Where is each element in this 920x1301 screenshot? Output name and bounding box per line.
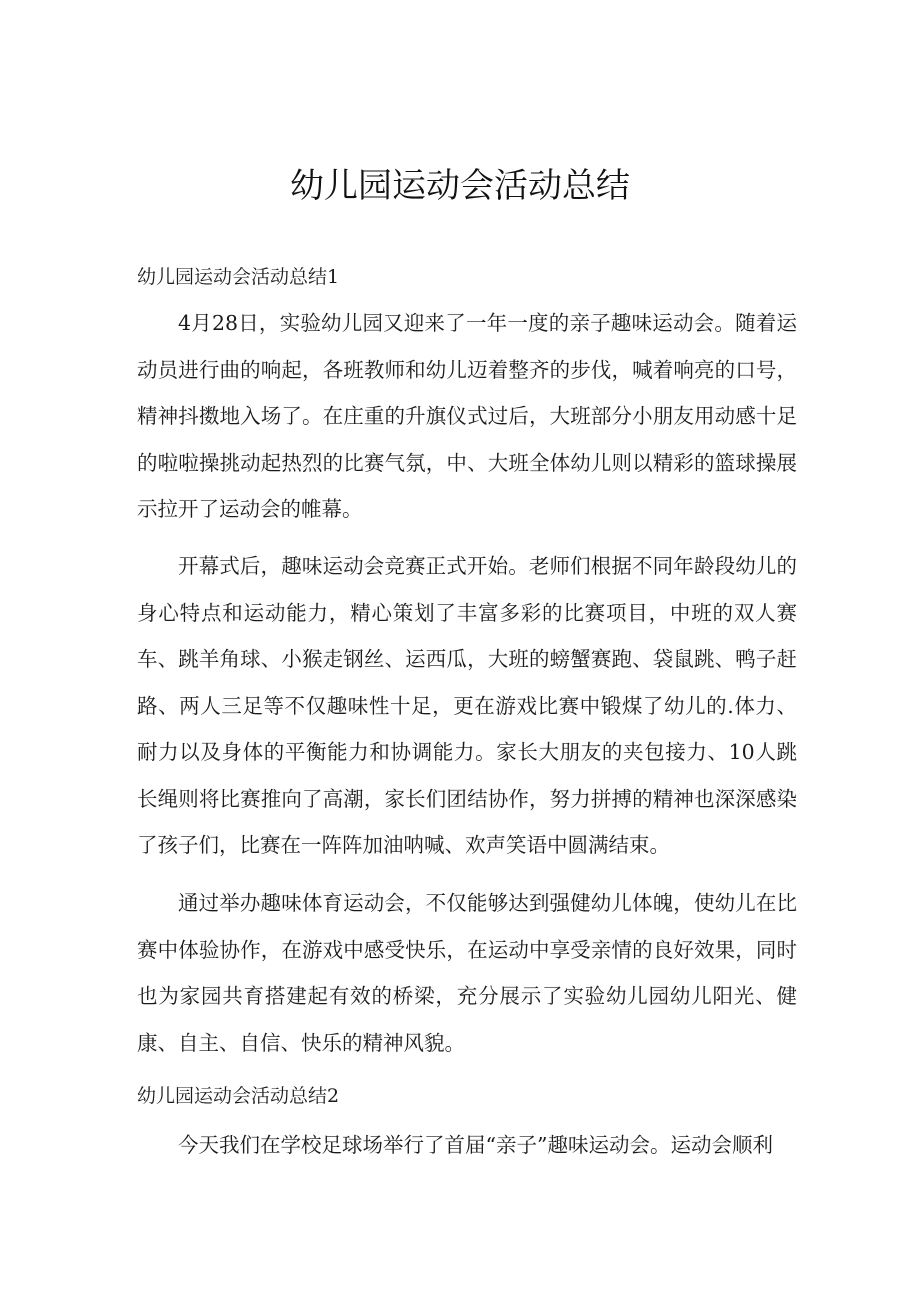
document-title: 幼儿园运动会活动总结: [290, 166, 630, 206]
section-heading: 幼儿园运动会活动总结1: [137, 266, 340, 288]
paragraph: 通过举办趣味体育运动会，不仅能够达到强健幼儿体魄，使幼儿在比赛中体验协作，在游戏中感受快乐，在运动中享受亲情的良好效果，同时也为家园共育搭建起有效的桥梁，充分展示了实验幼儿园幼儿阳光、健康、自主、自信、快乐的精神风貌。: [137, 891, 797, 1055]
paragraph: 开幕式后，趣味运动会竞赛正式开始。老师们根据不同年龄段幼儿的身心特点和运动能力，精心策划了丰富多彩的比赛项目，中班的双人赛车、跳羊角球、小猴走钢丝、运西瓜，大班的螃蟹赛跑、袋鼠跳、鸭子赶路、两人三足等不仅趣味性十足，更在游戏比赛中锻煤了幼儿的.体力、耐力以及身体的平衡能力和协调能力。家长大朋友的夹包接力、10人跳长绳则将比赛推向了高潮，家长们团结协作，努力拼搏的精神也深深感染了孩子们，比赛在一阵阵加油呐喊、欢声笑语中圆满结束。: [137, 554, 797, 857]
paragraph: 4月28日，实验幼儿园又迎来了一年一度的亲子趣味运动会。随着运动员进行曲的响起，各班教师和幼儿迈着整齐的步伐，喊着响亮的口号，精神抖擞地入场了。在庄重的升旗仪式过后，大班部分小朋友用动感十足的啦啦操挑动起热烈的比赛气氛，中、大班全体幼儿则以精彩的篮球操展示拉开了运动会的帷幕。: [137, 311, 797, 521]
section-heading: 幼儿园运动会活动总结2: [137, 1085, 340, 1107]
paragraph: 今天我们在学校足球场举行了首届“亲子”趣味运动会。运动会顺利: [178, 1133, 773, 1157]
